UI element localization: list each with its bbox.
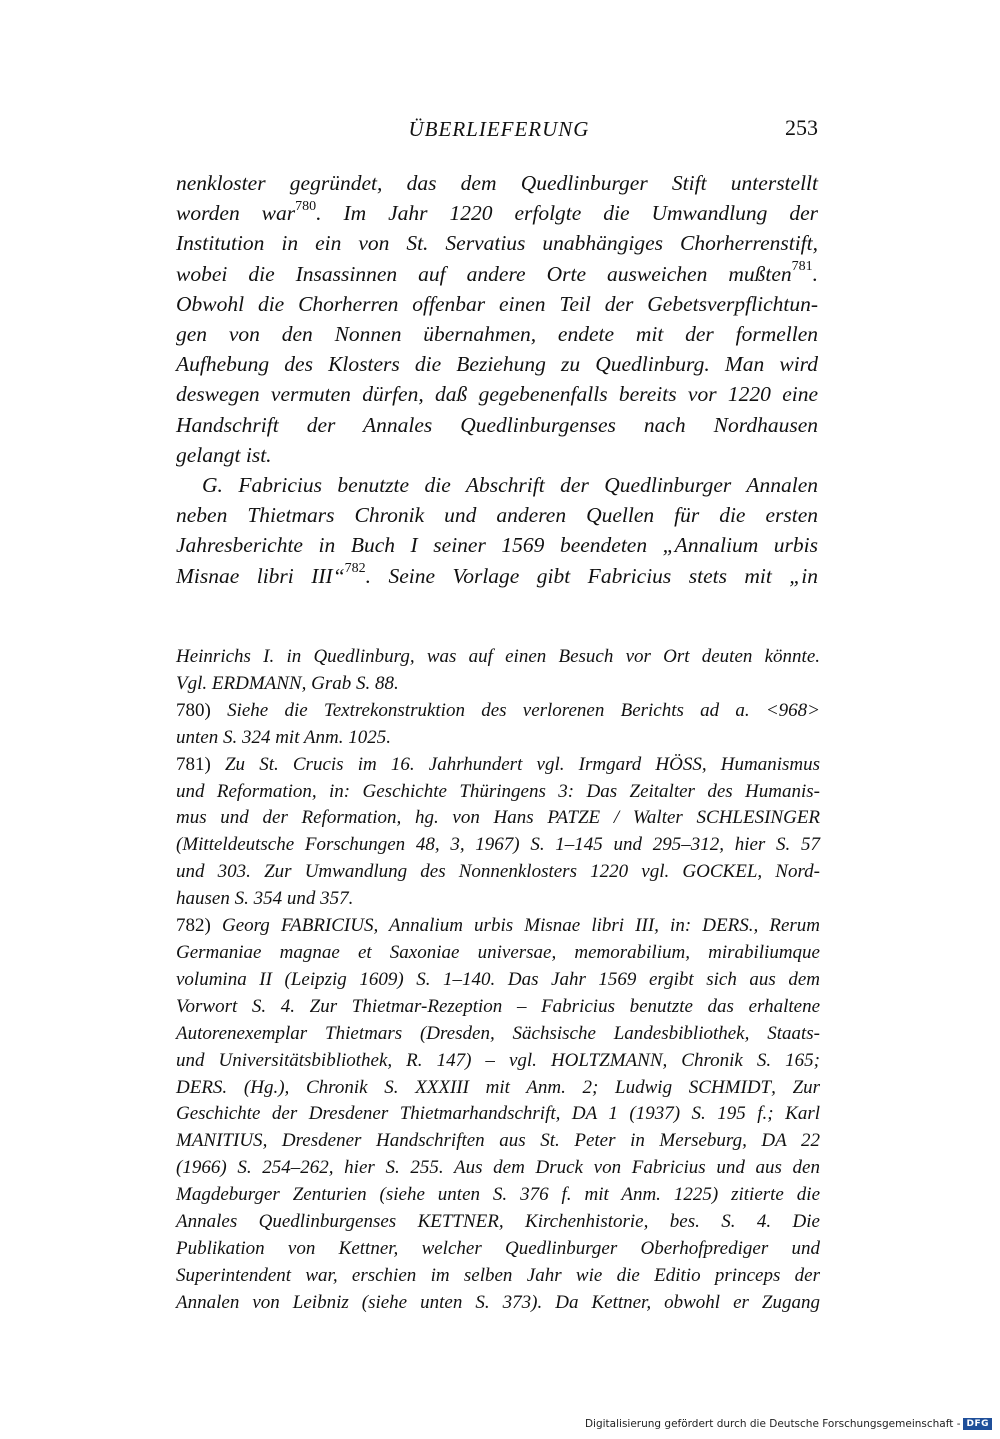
main-text	[176, 168, 818, 591]
footnote-line: Autorenexemplar Thietmars (Dresden, Sächsische Landesbibliothek, Staats-	[176, 1022, 820, 1044]
credit-text: Digitalisierung gefördert durch die Deutsche Forschungsgemeinschaft -	[584, 1418, 961, 1430]
text-line: gelangt ist.	[176, 442, 272, 467]
text-line: Jahresberichte in Buch I seiner 1569 beendeten „Annalium urbis	[176, 533, 818, 558]
running-head-title: ÜBERLIEFERUNG	[408, 117, 590, 141]
footnote-ref: 782	[344, 561, 366, 577]
text-fragment: Siehe die Textrekonstruktion des verlorenen Berichts ad a. <968>	[227, 699, 820, 721]
author-name: PATZE	[547, 807, 601, 829]
text-line: gen von den Nonnen übernahmen, endete mit der formellen	[176, 322, 818, 347]
footnote-line	[176, 671, 820, 698]
footnote-line: unten S. 324 mit Anm. 1025.	[176, 726, 391, 748]
text-line: Handschrift der Annales Quedlinburgenses nach Nordhausen	[176, 412, 818, 437]
page-number: 253	[785, 115, 818, 140]
footnote-line: (1966) S. 254–262, hier S. 255. Aus dem Druck von Fabricius und aus den	[176, 1157, 820, 1179]
footnote-ref: 781	[791, 259, 813, 275]
author-name: DERS.	[176, 1076, 228, 1098]
author-name: FABRICIUS	[280, 915, 374, 937]
text-fragment: , Nord-	[757, 861, 820, 883]
text-fragment: worden war	[176, 201, 296, 226]
author-name: GOCKEL	[682, 861, 758, 883]
text-fragment: , Humanismus	[701, 753, 821, 775]
text-fragment: , Chronik S. 165;	[662, 1049, 820, 1071]
text-fragment: und Universitätsbibliothek, R. 147) – vgl.	[176, 1049, 537, 1071]
text-fragment: Vgl.	[176, 672, 208, 694]
footnote-line: Geschichte der Dresdener Thietmarhandschrift, DA 1 (1937) S. 195 f.; Karl	[176, 1103, 820, 1125]
dfg-logo: DFG	[963, 1418, 992, 1430]
text-fragment: Misnae libri III“	[176, 563, 345, 588]
footnote-line: Heinrichs I. in Quedlinburg, was auf einen Besuch vor Ort deuten könnte.	[176, 646, 820, 667]
author-name: KETTNER	[417, 1211, 499, 1233]
footnote-line: Annalen von Leibniz (siehe unten S. 373). Da Kettner, obwohl er Zugang	[176, 1291, 820, 1313]
text-fragment: mus und der Reformation, hg. von Hans	[176, 807, 534, 829]
footnote-line	[176, 805, 820, 832]
footnote-line	[176, 859, 820, 886]
footnote-line	[176, 1128, 820, 1155]
text-fragment: . Seine Vorlage gibt Fabricius stets mit „in	[365, 563, 818, 588]
footnote-line	[176, 1075, 820, 1102]
text-fragment: , Grab S. 88.	[301, 672, 399, 694]
footnote-ref: 780	[295, 199, 317, 215]
text-fragment: , Rerum	[753, 915, 821, 937]
text-line: G. Fabricius benutzte die Abschrift der Quedlinburger Annalen	[202, 473, 818, 498]
footnote-line: Magdeburger Zenturien (siehe unten S. 376 f. mit Anm. 1225) zitierte die	[176, 1184, 820, 1206]
text-fragment: , Kirchenhistorie, bes. S. 4. Die	[498, 1211, 820, 1233]
footnote-line	[176, 1048, 820, 1075]
text-line: neben Thietmars Chronik und anderen Quellen für die ersten	[176, 503, 818, 528]
footnote-line: und Reformation, in: Geschichte Thüringens 3: Das Zeitalter des Humanis-	[176, 780, 820, 802]
footnotes	[176, 644, 820, 1317]
footnote-number: 782)	[176, 915, 211, 937]
text-line: Institution in ein von St. Servatius unabhängiges Chorherrenstift,	[176, 231, 818, 256]
footnote-number: 781)	[176, 753, 211, 775]
author-name: DERS.	[702, 915, 754, 937]
text-fragment: , Annalium urbis Misnae libri III, in:	[373, 915, 692, 937]
text-fragment: Zu St. Crucis im 16. Jahrhundert vgl. Irmgard	[224, 753, 642, 775]
text-line	[176, 259, 818, 289]
footnote-line	[176, 752, 820, 779]
text-fragment: wobei die Insassinnen auf andere Orte ausweichen mußten	[176, 261, 792, 286]
text-fragment: . Im Jahr 1220 erfolgte die Umwandlung der	[316, 201, 818, 226]
text-line: deswegen vermuten dürfen, daß gegebenenfalls bereits vor 1220 eine	[176, 382, 818, 407]
author-name: ERDMANN	[211, 672, 302, 694]
text-fragment: , Zur	[771, 1076, 821, 1098]
footnote-line: Publikation von Kettner, welcher Quedlinburger Oberhofprediger und	[176, 1237, 820, 1259]
running-header	[176, 113, 822, 149]
author-name: HÖSS	[655, 753, 702, 775]
text-fragment: , Dresdener Handschriften aus St. Peter in Merseburg, DA 22	[262, 1130, 820, 1152]
text-fragment: Georg	[221, 915, 270, 937]
text-fragment: Annales Quedlinburgenses	[176, 1211, 397, 1233]
footnote-line: hausen S. 354 und 357.	[176, 888, 354, 910]
footnote-line: Vorwort S. 4. Zur Thietmar-Rezeption – Fabricius benutzte das erhaltene	[176, 995, 820, 1017]
footnote-line: (Mitteldeutsche Forschungen 48, 3, 1967) S. 1–145 und 295–312, hier S. 57	[176, 834, 820, 856]
footnote-line: Germaniae magnae et Saxoniae universae, memorabilium, mirabiliumque	[176, 941, 820, 963]
text-line: Aufhebung des Klosters die Beziehung zu Quedlinburg. Man wird	[176, 352, 818, 377]
author-name: MANITIUS	[176, 1130, 263, 1152]
author-name: SCHLESINGER	[696, 807, 821, 829]
text-line	[176, 198, 818, 228]
footnote-number: 780)	[176, 699, 211, 721]
text-fragment: und 303. Zur Umwandlung des Nonnenklosters 1220 vgl.	[176, 861, 670, 883]
text-line	[176, 561, 818, 591]
text-fragment: (Hg.), Chronik S. XXXIII mit Anm. 2; Ludwig	[243, 1076, 673, 1098]
footnote-line	[176, 1209, 820, 1236]
footnote-line: volumina II (Leipzig 1609) S. 1–140. Das Jahr 1569 ergibt sich aus dem	[176, 968, 820, 990]
footnote-line	[176, 913, 820, 940]
text-fragment: / Walter	[613, 807, 683, 829]
author-name: HOLTZMANN	[550, 1049, 663, 1071]
author-name: SCHMIDT	[688, 1076, 772, 1098]
footnote-line	[176, 698, 820, 725]
footnote-line: Superintendent war, erschien im selben Jahr wie die Editio princeps der	[176, 1264, 820, 1286]
text-line: nenkloster gegründet, das dem Quedlinburger Stift unterstellt	[176, 171, 818, 195]
digitization-credit	[585, 1418, 992, 1430]
text-line: Obwohl die Chorherren offenbar einen Teil der Gebetsverpflichtun-	[176, 291, 818, 316]
text-fragment: .	[812, 261, 818, 286]
